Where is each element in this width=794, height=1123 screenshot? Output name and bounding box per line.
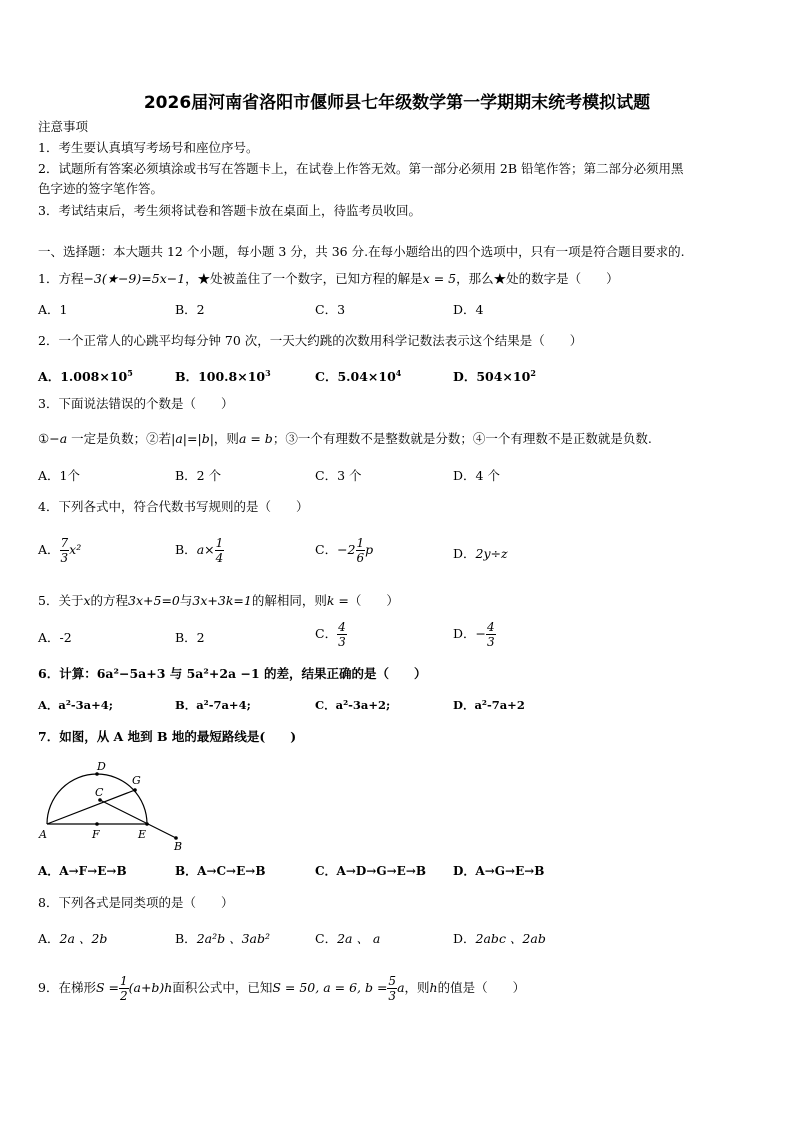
q3-math-2: |a|=|b| [171,431,214,446]
q4-option-b[interactable] [175,536,224,565]
question-7: 7．如图，从 A 地到 B 地的最短路线是( ) [38,729,297,744]
q4-a-label: A． [38,542,60,557]
q9-given: S = 50, a = 6, b = [272,980,388,995]
q9-h: h [429,980,438,995]
q2-d-base: 504×10 [476,369,531,385]
q3-option-a[interactable]: A．1个 [38,468,80,483]
q3-option-d[interactable]: D．4 个 [453,468,500,483]
q6-option-b[interactable]: B．a²-7a+4; [175,698,251,712]
q5-option-b[interactable]: B．2 [175,630,205,645]
q5-d-den: 3 [487,635,495,649]
q8-option-d[interactable] [453,930,546,948]
q5-stem-d: 的解相同，则 [251,593,327,608]
q9-half-fraction [119,974,129,1003]
q1-option-d[interactable]: D．4 [453,302,484,317]
q2-b-base: 100.8×10 [198,369,266,385]
q2-c-label: C． [315,369,338,385]
q2-d-exp: 2 [530,368,536,378]
q4-c-den: 6 [356,551,365,565]
q9-formula-tail: (a+b)h [128,980,173,995]
question-8: 8．下列各式是同类项的是（ ） [38,895,234,910]
q7-label-g: G [132,774,141,787]
q4-option-d[interactable] [453,545,508,563]
q2-a-exp: 5 [127,368,133,378]
page-title: 2026届河南省洛阳市偃师县七年级数学第一学期期末统考模拟试题 [143,93,651,113]
q3-part-a: ① [38,431,50,446]
notice-heading: 注意事项 [38,119,89,134]
q3-option-c[interactable]: C．3 个 [315,468,362,483]
q2-c-exp: 4 [395,368,402,378]
q8-b-expr: 2a²b 、3ab² [196,931,270,946]
section-heading: 一、选择题：本大题共 12 个小题，每小题 3 分，共 36 分.在每小题给出的四个选项中，只有一项是符合题目要求的. [38,244,685,259]
q4-d-expr: 2y÷z [475,546,508,561]
question-2: 2．一个正常人的心跳平均每分钟 70 次，一天大约跳的次数用科学记数法表示这个结果是（ ） [38,333,583,348]
q3-math-3: a = b [238,431,273,446]
q8-d-expr: 2abc 、2ab [475,931,546,946]
q2-option-d[interactable] [453,364,536,386]
q4-a-fraction [60,536,70,565]
q7-point-g [133,788,137,792]
q5-option-d[interactable] [453,620,496,649]
q7-point-f [95,822,99,826]
q2-option-b[interactable] [175,364,271,386]
q8-b-label: B． [175,931,197,946]
q5-eq2: 3x+3k=1 [192,593,252,608]
q2-b-exp: 3 [265,368,271,378]
notice-item-1: 1．考生要认真填写考场号和座位序号。 [38,140,259,155]
q8-c-label: C． [315,931,338,946]
q1-stem-a: 1．方程 [38,271,84,286]
q4-b-pre: a× [196,542,215,557]
question-9 [38,974,525,1003]
q7-option-a[interactable]: A．A→F→E→B [38,864,127,878]
q5-option-a[interactable]: A．-2 [38,630,72,645]
q9-half-num: 1 [119,974,128,988]
q5-d-pre: − [475,626,487,641]
q7-label-f: F [92,828,100,841]
q7-label-a: A [39,828,47,841]
q4-b-label: B． [175,542,197,557]
q8-option-b[interactable] [175,930,270,948]
q8-d-label: D． [453,931,476,946]
q5-c-label: C． [315,626,338,641]
q2-c-base: 5.04×10 [337,369,396,385]
q5-d-fraction [486,620,496,649]
q4-option-c[interactable] [315,536,373,565]
q5-stem-c: 与 [179,593,193,608]
q5-c-den: 3 [338,635,346,649]
question-4: 4．下列各式中，符合代数书写规则的是（ ） [38,499,309,514]
q2-a-label: A． [38,369,61,385]
q5-option-c[interactable] [315,620,347,649]
q9-b-fraction [387,974,397,1003]
q7-line-ag [47,790,135,824]
q5-k: k = [326,593,349,608]
q5-var: x [83,593,91,608]
q3-part-c: ，则 [213,431,239,446]
q5-eq1: 3x+5=0 [128,593,180,608]
q4-c-fraction [356,536,366,565]
q1-option-a[interactable]: A．1 [38,302,68,317]
q3-option-b[interactable]: B．2 个 [175,468,222,483]
q3-part-d: ；③一个有理数不是整数就是分数；④一个有理数不是正数就是负数. [272,431,652,446]
q2-d-label: D． [453,369,477,385]
q7-option-d[interactable]: D．A→G→E→B [453,864,545,878]
q8-option-a[interactable] [38,930,107,948]
q4-a-num: 7 [60,536,69,550]
q4-c-num: 1 [356,536,365,550]
question-5 [38,592,399,610]
q7-point-e [145,822,149,826]
q1-option-c[interactable]: C．3 [315,302,346,317]
q1-equation: −3(★−9)=5x−1 [83,271,186,286]
q4-b-fraction [215,536,225,565]
q3-statements [38,430,652,448]
q3-math-1: −a [49,431,68,446]
q7-label-b: B [174,840,183,850]
q4-a-den: 3 [60,551,69,565]
q8-option-c[interactable] [315,930,380,948]
q9-stem-c: ，则 [404,980,430,995]
q5-stem-a: 5．关于 [38,593,84,608]
q7-option-c[interactable]: C．A→D→G→E→B [315,864,427,878]
q5-c-num: 4 [338,620,346,634]
q2-b-label: B． [175,369,199,385]
q1-option-b[interactable]: B．2 [175,302,205,317]
question-6: 6．计算：6a²−5a+3 与 5a²+2a −1 的差，结果正确的是（ ） [38,666,427,681]
q4-c-label: C． [315,542,338,557]
q7-option-b[interactable]: B．A→C→E→B [175,864,266,878]
q2-option-a[interactable] [38,364,133,386]
q1-stem-b: ，★处被盖住了一个数字，已知方程的解是 [185,271,423,286]
q9-b-tail: a [397,980,405,995]
q5-d-label: D． [453,626,476,641]
q8-a-label: A． [38,931,60,946]
q3-part-b: 一定是负数；②若 [67,431,172,446]
q7-figure [38,758,198,850]
notice-item-3: 3．考试结束后，考生须将试卷和答题卡放在桌面上，待监考员收回。 [38,203,421,218]
q7-label-e: E [138,828,147,841]
q9-b-den: 3 [388,989,397,1003]
q5-d-num: 4 [487,620,495,634]
q9-half-den: 2 [119,989,128,1003]
q4-a-tail: x² [69,542,82,557]
q4-option-a[interactable] [38,536,81,565]
q4-d-label: D． [453,546,476,561]
q4-c-pre: −2 [337,542,356,557]
q6-option-c[interactable]: C．a²-3a+2; [315,698,391,712]
question-1 [38,270,619,288]
q4-b-den: 4 [215,551,224,565]
q9-stem-b: 面积公式中，已知 [172,980,273,995]
q9-s: S = [95,980,119,995]
q6-option-d[interactable]: D．a²-7a+2 [453,698,525,712]
q6-option-a[interactable]: A．a²-3a+4; [38,698,114,712]
q5-stem-b: 的方程 [90,593,129,608]
notice-item-2-cont: 色字迹的签字笔作答。 [38,181,164,196]
q1-solution: x = 5 [422,271,457,286]
q2-option-c[interactable] [315,364,401,386]
q8-a-expr: 2a 、2b [59,931,108,946]
q7-label-c: C [95,786,104,799]
q1-stem-c: ，那么★处的数字是（ ） [456,271,619,286]
q2-a-base: 1.008×10 [60,369,128,385]
q4-c-tail: p [365,542,374,557]
q5-stem-e: （ ） [348,593,399,608]
q9-stem-a: 9．在梯形 [38,980,96,995]
q9-b-num: 5 [388,974,397,988]
q5-c-fraction [337,620,347,649]
q4-b-num: 1 [215,536,224,550]
question-3: 3．下面说法错误的个数是（ ） [38,396,234,411]
q8-c-expr: 2a 、 a [337,931,381,946]
q9-stem-d: 的值是（ ） [437,980,526,995]
notice-item-2: 2．试题所有答案必须填涂或书写在答题卡上，在试卷上作答无效。第一部分必须用 2B 铅笔作答；第二部分必须用黑 [38,161,684,176]
q7-label-d: D [97,760,106,773]
